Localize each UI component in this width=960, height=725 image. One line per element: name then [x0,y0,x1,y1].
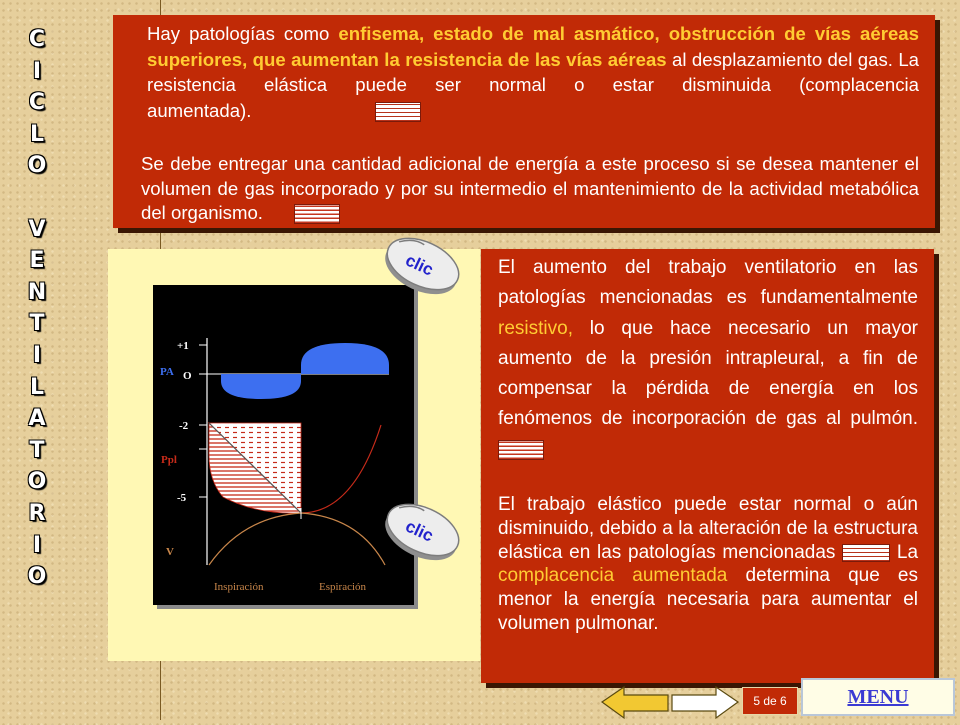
text-run: El trabajo elástico puede estar normal o aún disminuido, debido a la alteración de la estructura elástica en las patologías mencionadas [498,494,918,563]
mouse-icon [378,494,468,566]
arrow-left-icon [600,685,670,720]
title-letter: I [32,342,42,368]
highlighted-comma: , [567,317,573,339]
back-button[interactable] [600,685,670,720]
title-letter: T [29,437,45,463]
text-run: determina que es menor la energía necesaria para aumentar el volumen pulmonar. [498,565,918,634]
text-run: El aumento del trabajo ventilatorio en las patologías mencionadas es fundamentalmente [498,257,918,309]
title-letter: L [29,374,45,400]
title-gap [26,182,48,214]
title-letter: V [28,216,46,242]
forward-button[interactable] [670,685,740,720]
striped-hatch-legend-icon [294,204,340,224]
title-letter: O [27,564,47,590]
elastic-work-paragraph [498,493,918,636]
title-letter: C [28,90,46,116]
arrow-right-icon [670,685,740,720]
right-text-box [481,249,934,683]
title-letter: I [32,58,42,84]
tick-label-zero: O [183,370,192,382]
energy-paragraph [141,152,919,226]
title-letter: L [29,121,45,147]
title-letter: R [28,500,46,526]
pa-expiration-curve [301,343,389,374]
top-text-box [113,15,935,228]
ppl-label: Ppl [161,454,177,466]
pressure-volume-chart [153,285,414,605]
text-run: Se debe entregar una cantidad adicional de energía a este proceso si se desea mantener el volumen de gas incorporado y por su intermedio el mantenimiento de la actividad metabólica del organismo. [141,153,919,223]
title-letter: A [28,406,46,432]
title-letter: T [29,311,45,337]
pa-inspiration-curve [221,374,301,399]
striped-hatch-legend-icon [498,440,544,460]
title-letter: O [27,153,47,179]
dashed-hatch-legend-icon [842,544,890,562]
text-run: lo que hace necesario un mayor aumento de la presión intrapleural, a fin de compensar la pérdida de energía en los fenómenos de incorporación de gas al pulmón. [498,317,918,430]
title-letter: C [28,27,46,52]
text-run: La [896,541,919,563]
mouse-icon [378,228,468,300]
tick-label-minus2: -2 [179,420,189,432]
highlighted-pathologies: enfisema, estado de mal asmático, obstrucción de vías aéreas superiores, que aumentan la resistencia de las vías aéreas [147,23,919,70]
pa-label: PA [160,366,174,378]
title-letter: E [29,248,45,274]
chart-svg [153,285,414,605]
expiration-label: Espiración [319,581,367,593]
inspiration-label: Inspiración [214,581,264,593]
text-run: Hay patologías como [147,23,339,44]
pathologies-paragraph [147,21,919,123]
title-letter: I [32,532,42,558]
tick-label-plus1: +1 [177,340,189,352]
ppl-expiration-curve [301,425,381,513]
title-letter: N [27,279,47,305]
clic-button-2[interactable] [378,494,468,571]
volume-curve [209,513,385,565]
highlighted-resistivo: resistivo [498,317,568,339]
menu-button[interactable]: MENU [801,678,955,716]
title-letter: O [27,469,47,495]
highlighted-complacencia: complacencia aumentada [498,565,728,587]
tick-label-minus5: -5 [177,492,187,504]
vertical-title [26,24,48,593]
resistive-work-paragraph [498,253,918,465]
volume-label: V [166,546,174,558]
dashed-hatch-legend-icon [375,102,421,122]
clic-button-1[interactable] [378,228,468,305]
text-run: al desplazamiento del gas. La resistencia elástica puede ser normal o estar disminuida (complacencia aumentada). [147,48,919,121]
clic-label: clic [402,250,437,280]
chart-panel [108,249,480,661]
page-indicator: 5 de 6 [742,687,798,715]
clic-label: clic [402,516,437,546]
